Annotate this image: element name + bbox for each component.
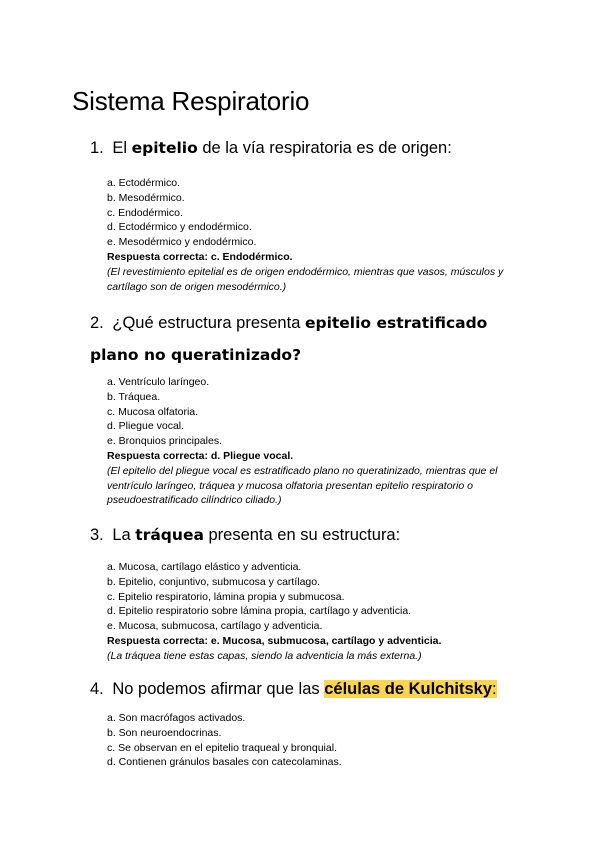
answer-explanation: (El revestimiento epitelial es de origen endodérmico, mientras que vasos, músculos y cartílago son de origen mesodérmico.) bbox=[107, 265, 504, 293]
option-a: a. Ectodérmico. bbox=[107, 177, 180, 189]
option-c: c. Mucosa olfatoria. bbox=[107, 405, 199, 418]
option-c: c. Endodérmico. bbox=[107, 206, 183, 219]
option-e: e. Mucosa, submucosa, cartílago y adventicia. bbox=[107, 620, 323, 633]
question-2 bbox=[90, 307, 520, 371]
option-c: c. Se observan en el epitelio traqueal y bronquial. bbox=[107, 741, 337, 754]
question-text: : bbox=[492, 680, 497, 698]
correct-answer: Respuesta correcta: e. Mucosa, submucosa, cartílago y adventicia. bbox=[107, 634, 442, 647]
option-b: b. Son neuroendocrinas. bbox=[107, 726, 222, 739]
option-d: d. Ectodérmico y endodérmico. bbox=[107, 221, 252, 234]
question-3 bbox=[90, 519, 520, 551]
question-number: 4. bbox=[90, 680, 104, 698]
correct-answer: Respuesta correcta: c. Endodérmico. bbox=[107, 250, 293, 263]
question-keyword: epitelio bbox=[131, 139, 198, 157]
question-number: 1. bbox=[90, 139, 104, 157]
question-text: El bbox=[112, 139, 132, 157]
option-b: b. Tráquea. bbox=[107, 390, 161, 403]
option-d: d. Contienen gránulos basales con catecolaminas. bbox=[107, 756, 342, 769]
option-a: a. Son macrófagos activados. bbox=[107, 712, 246, 724]
question-keyword: tráquea bbox=[135, 526, 204, 544]
option-e: e. Bronquios principales. bbox=[107, 435, 222, 448]
question-number: 2. bbox=[90, 314, 104, 332]
question-keyword: células de Kulchitsky bbox=[324, 680, 493, 698]
page-title: Sistema Respiratorio bbox=[72, 86, 310, 116]
question-1-options bbox=[107, 176, 537, 294]
question-keyword: epitelio estratificado plano no queratinizado? bbox=[90, 314, 488, 364]
correct-answer: Respuesta correcta: d. Pliegue vocal. bbox=[107, 449, 294, 462]
question-text: ¿Qué estructura presenta bbox=[112, 314, 305, 332]
highlighted-keyword bbox=[324, 680, 496, 698]
option-a: a. Ventrículo laríngeo. bbox=[107, 376, 210, 388]
answer-explanation: (La tráquea tiene estas capas, siendo la adventicia la más externa.) bbox=[107, 649, 422, 662]
question-2-options bbox=[107, 375, 537, 508]
option-d: d. Pliegue vocal. bbox=[107, 420, 185, 433]
question-text: La bbox=[112, 526, 136, 544]
option-b: b. Epitelio, conjuntivo, submucosa y cartílago. bbox=[107, 575, 321, 588]
option-a: a. Mucosa, cartílago elástico y adventicia. bbox=[107, 561, 302, 573]
question-text: presenta en su estructura: bbox=[203, 526, 401, 544]
option-c: c. Epitelio respiratorio, lámina propia y submucosa. bbox=[107, 590, 345, 603]
question-3-options bbox=[107, 560, 537, 664]
question-4 bbox=[90, 673, 520, 705]
question-4-options bbox=[107, 711, 537, 770]
question-text: de la vía respiratoria es de origen: bbox=[197, 139, 452, 157]
option-d: d. Epitelio respiratorio sobre lámina propia, cartílago y adventicia. bbox=[107, 605, 412, 618]
question-number: 3. bbox=[90, 526, 104, 544]
question-1 bbox=[90, 132, 520, 164]
answer-explanation: (El epitelio del pliegue vocal es estratificado plano no queratinizado, mientras que el ventrículo laríngeo, tráquea y mucosa olfatoria presentan epitelio respiratorio o pseudoestratificado cilíndrico ciliado.) bbox=[107, 464, 498, 507]
option-b: b. Mesodérmico. bbox=[107, 191, 185, 204]
question-text: No podemos afirmar que las bbox=[112, 680, 325, 698]
option-e: e. Mesodérmico y endodérmico. bbox=[107, 236, 257, 249]
